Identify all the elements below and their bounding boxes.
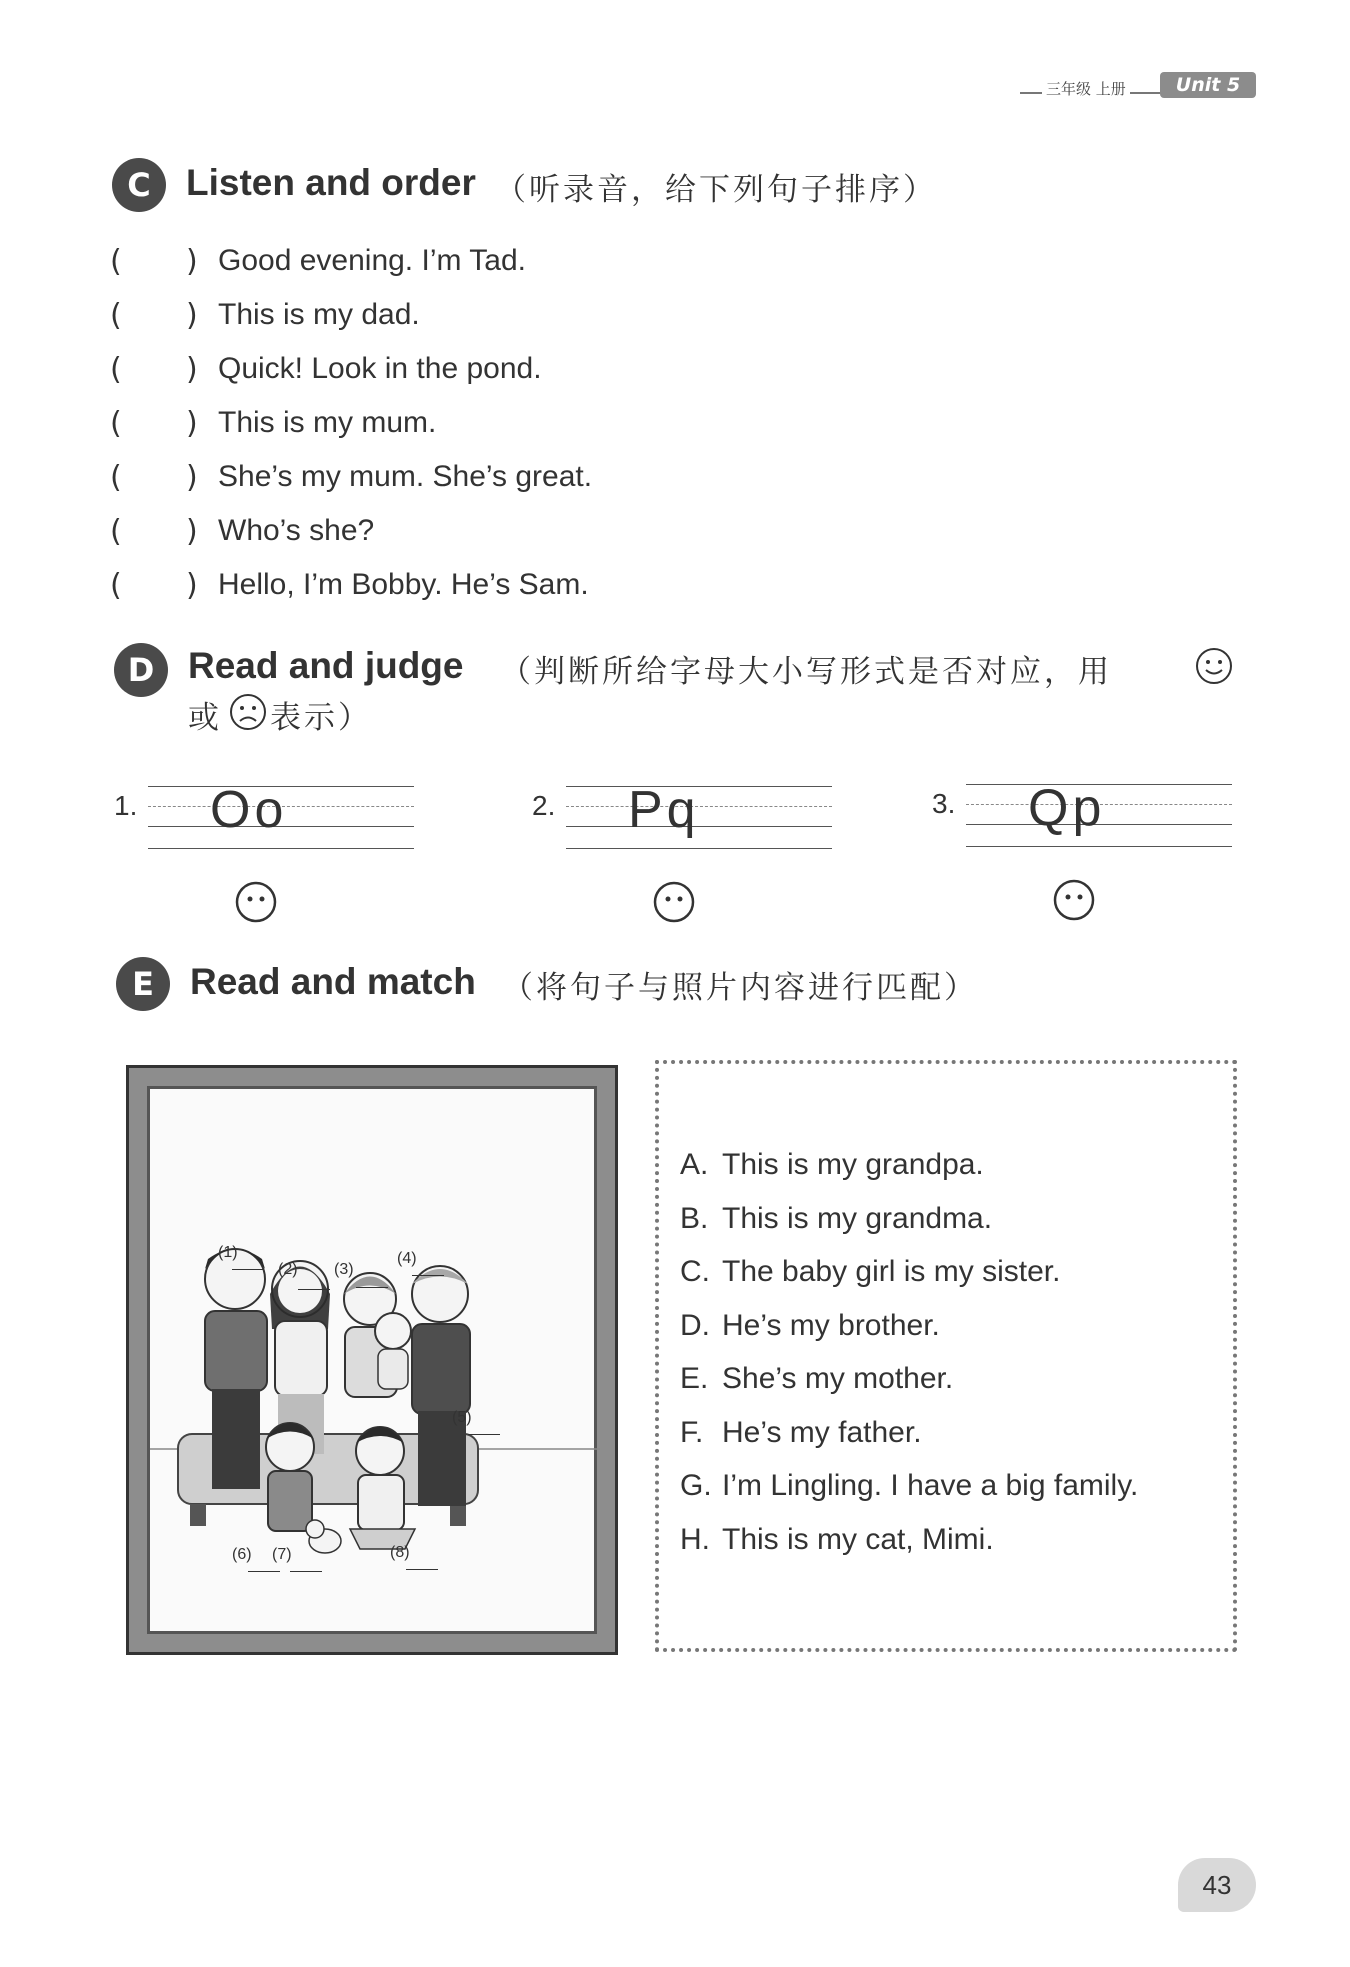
section-d-instruction: （判断所给字母大小写形式是否对应，用 — [500, 654, 1112, 690]
family-photo — [147, 1086, 597, 1634]
unit-tag: Unit 5 — [1160, 72, 1256, 98]
section-d-instruction-2: 或 — [188, 700, 222, 736]
section-c-title: Listen and order — [186, 162, 476, 203]
judge-item-3: 3. Qp — [932, 780, 1252, 930]
label-3: (3) — [334, 1261, 354, 1278]
grade-label: 三年级 上册 — [1042, 78, 1130, 99]
option-h: H. This is my cat, Mimi. — [680, 1522, 994, 1556]
section-e-instruction: （将句子与照片内容进行匹配） — [502, 970, 978, 1006]
list-item[interactable]: ( ) Hello, I’m Bobby. He’s Sam. — [110, 568, 589, 603]
section-d-title: Read and judge — [188, 645, 464, 686]
option-f: F. He’s my father. — [680, 1415, 922, 1449]
blank-face-icon[interactable] — [234, 880, 278, 924]
label-4: (4) — [397, 1250, 417, 1267]
letter-pair: Qp — [1028, 779, 1106, 837]
options-list — [680, 1148, 1240, 1576]
answer-blank-4[interactable] — [412, 1275, 444, 1276]
option-e: E. She’s my mother. — [680, 1362, 954, 1395]
label-7: (7) — [272, 1546, 292, 1563]
label-8: (8) — [390, 1544, 410, 1561]
list-item[interactable]: ( ) She’s my mum. She’s great. — [110, 460, 593, 495]
section-d-instruction-3: 表示） — [270, 700, 372, 736]
section-e-title: Read and match — [190, 961, 476, 1002]
answer-blank-2[interactable] — [298, 1289, 330, 1290]
section-d-badge: D — [114, 643, 168, 697]
label-1: (1) — [218, 1244, 238, 1261]
section-c-instruction: （听录音，给下列句子排序） — [495, 172, 937, 208]
label-2: (2) — [278, 1261, 298, 1278]
label-5: (5) — [452, 1409, 472, 1426]
page-number: 43 — [1178, 1858, 1256, 1912]
page-header — [1020, 72, 1240, 102]
smile-face-icon — [1194, 646, 1234, 686]
option-c: C. The baby girl is my sister. — [680, 1255, 1061, 1288]
letter-pair: Oo — [210, 781, 288, 839]
answer-blank-1[interactable] — [232, 1269, 264, 1270]
blank-face-icon[interactable] — [652, 880, 696, 924]
label-6: (6) — [232, 1546, 252, 1563]
letter-pair: Pq — [628, 781, 700, 839]
blank-face-icon[interactable] — [1052, 878, 1096, 922]
option-d: D. He’s my brother. — [680, 1308, 940, 1342]
answer-blank-3[interactable] — [356, 1287, 388, 1288]
option-b: B. This is my grandma. — [680, 1201, 993, 1235]
answer-blank-6[interactable] — [248, 1571, 280, 1572]
judge-item-2: 2. Pq — [532, 782, 852, 932]
family-photo-frame — [126, 1065, 618, 1655]
answer-blank-7[interactable] — [290, 1571, 322, 1572]
sad-face-icon — [228, 692, 268, 732]
answer-blank-5[interactable] — [468, 1434, 500, 1435]
option-g: G. I’m Lingling. I have a big family. — [680, 1469, 1139, 1502]
list-item[interactable]: ( ) This is my dad. — [110, 298, 420, 333]
list-item[interactable]: ( ) This is my mum. — [110, 406, 437, 441]
section-c-list — [110, 240, 910, 618]
list-item[interactable]: ( ) Quick! Look in the pond. — [110, 352, 542, 387]
judge-item-1: 1. Oo — [114, 782, 434, 932]
section-c-badge: C — [112, 158, 166, 212]
option-a: A. This is my grandpa. — [680, 1148, 984, 1181]
section-e-badge: E — [116, 957, 170, 1011]
family-illustration — [150, 1089, 600, 1637]
list-item[interactable]: ( ) Who’s she? — [110, 514, 375, 549]
answer-blank-8[interactable] — [406, 1569, 438, 1570]
list-item[interactable]: ( ) Good evening. I’m Tad. — [110, 244, 526, 279]
